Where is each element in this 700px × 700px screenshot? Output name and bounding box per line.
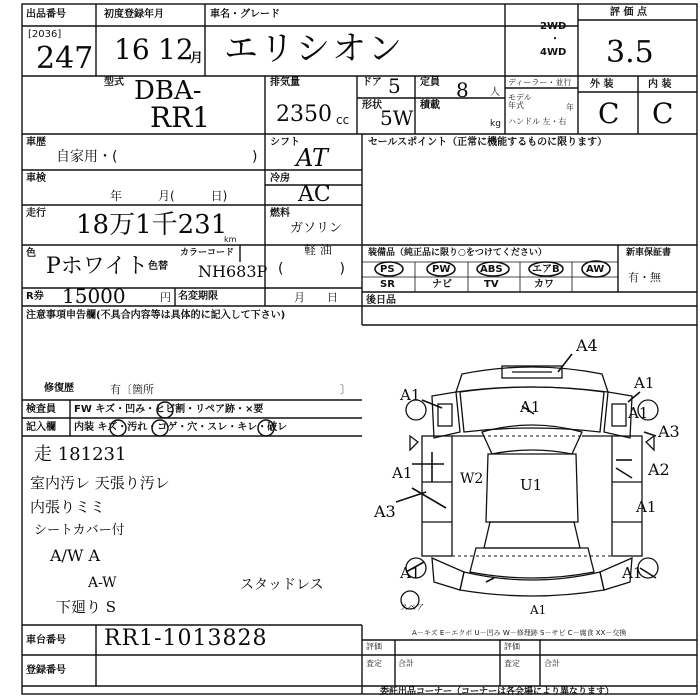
reg-month: 12 (158, 33, 194, 66)
history-close: ) (252, 149, 258, 165)
capacity-label: 定員 (420, 77, 440, 88)
month-unit: 月 (190, 51, 204, 66)
rear-label: 後日品 (366, 295, 396, 306)
grade-label-3: 合計 (398, 659, 414, 668)
interior-label: 内 装 (648, 79, 672, 90)
history-value: 自家用・( (56, 149, 118, 165)
hand-note-aw: A/W A (50, 546, 101, 565)
drive-4wd: 4WD (540, 47, 567, 58)
equip-pw: PW (432, 264, 451, 275)
new-car-value: 有・無 (628, 271, 661, 284)
year-unit: 年 (566, 103, 574, 112)
cc-unit: cc (336, 113, 350, 127)
mark-a3-left: A3 (374, 502, 396, 521)
capacity-unit: 人 (490, 87, 500, 98)
hand-note-studless: スタッドレス (240, 577, 324, 593)
score-label: 評 価 点 (610, 7, 647, 18)
repair-close: 〕 (340, 383, 351, 396)
diagram-caption-spare: スペア (400, 603, 424, 612)
hand-note-seat-cover: シートカバー付 (34, 523, 125, 538)
bottom-note: 委託出品コーナー（コーナーは各会場により異なります） (380, 687, 615, 697)
grade-label-4: 評価 (504, 642, 520, 651)
equipment-title: 装備品（純正品に限り○をつけてください） (368, 248, 547, 258)
equip-abs: ABS (480, 264, 503, 275)
hand-note-aw2: A-W (88, 575, 117, 591)
expiry-date: 月 日 (294, 291, 338, 304)
mileage-value: 18万1千231 (76, 210, 228, 240)
inspection-value: 年 月( 日) (110, 189, 228, 203)
car-name-label: 車名・グレード (210, 9, 280, 20)
mark-a1-rear-bumper: A1 (530, 603, 547, 617)
lot-number: 247 (36, 41, 94, 76)
sales-point-title: セールスポイント（正常に機能するものに限ります） (368, 137, 608, 148)
grade-label-2: 査定 (366, 659, 382, 668)
inspector-row2-items: 内装 キズ・汚れ・コゲ・穴・スレ・キレ・破レ (74, 422, 288, 433)
yen-unit: 円 (160, 291, 171, 304)
fuel-label: 燃料 (270, 208, 290, 219)
hand-note-underbody: 下廻り S (56, 598, 117, 616)
mark-a3-right: A3 (658, 422, 680, 441)
equip-leather: カワ (534, 279, 554, 290)
mark-a1-hood: A1 (520, 398, 541, 416)
inspector-row1-label: 検査員 (26, 404, 56, 415)
chassis-number: RR1-1013828 (104, 626, 268, 651)
reg-no-label: 登録番号 (26, 665, 66, 676)
mark-a1-left-door: A1 (392, 464, 413, 482)
mark-a1-rear-right: A1 (622, 564, 643, 582)
color-value: Pホワイト (46, 254, 149, 279)
ac-value: AC (298, 182, 331, 207)
fuel-diesel: 軽 油 (304, 243, 332, 257)
equip-ps: PS (380, 264, 395, 275)
color-code: NH683P (198, 262, 268, 281)
equip-tv: TV (484, 279, 499, 290)
handle-label: ハンドル 左・右 (508, 117, 567, 126)
lot-label: 出品番号 (26, 9, 66, 20)
model-line1: DBA- (134, 76, 202, 106)
grade-label-6: 合計 (544, 659, 560, 668)
shift-value: AT (296, 144, 329, 172)
kg-unit: kg (490, 119, 501, 129)
doors-value: 5 (388, 74, 401, 98)
score-value: 3.5 (606, 35, 654, 70)
interior-grade: C (652, 97, 674, 130)
fuel-gas: ガソリン (290, 221, 343, 236)
doors-label: ドア (362, 77, 382, 88)
mark-u1-roof: U1 (520, 476, 543, 494)
history-label: 車歴 (26, 137, 46, 148)
hand-note-mileage: 走 181231 (34, 444, 127, 465)
dealer-label: ディーラー・並行 (508, 78, 572, 87)
mileage-label: 走行 (26, 208, 46, 219)
chassis-label: 車台番号 (26, 635, 66, 646)
color-code-label: カラーコード (180, 248, 235, 258)
displacement-label: 排気量 (270, 77, 300, 88)
reg-year: 16 (114, 33, 150, 66)
ac-label: 冷房 (270, 173, 290, 184)
mark-a1-right-fender: A1 (628, 404, 649, 422)
mark-a4: A4 (576, 336, 598, 355)
shape-value: 5W (380, 106, 414, 130)
shift-label: シフト (270, 137, 300, 148)
load-label: 積載 (420, 100, 440, 111)
mark-a1-front-left: A1 (400, 386, 421, 404)
displacement: 2350 (276, 102, 332, 127)
drive-dot: ・ (550, 34, 560, 45)
drive-2wd: 2WD (540, 21, 567, 32)
recycle-amount: 15000 (62, 284, 126, 308)
hand-note-trim: 内張りミミ (30, 498, 106, 516)
color-label: 色 (26, 248, 36, 259)
recycle-label: R券 (26, 291, 44, 302)
new-car-label: 新車保証書 (626, 248, 672, 258)
exterior-label: 外 装 (590, 79, 614, 90)
mark-a1-rear-left: A1 (400, 564, 421, 582)
model-year-label: モデル年式 (508, 93, 532, 110)
first-reg-label: 初度登録年月 (104, 9, 164, 20)
exterior-grade: C (598, 97, 620, 130)
capacity-value: 8 (456, 78, 469, 102)
notes-title: 注意事項申告欄(不具合内容等は具体的に記入して下さい) (26, 310, 286, 321)
hand-note-interior: 室内汚レ 天張り汚レ (30, 474, 170, 492)
equip-navi: ナビ (432, 279, 452, 290)
inspection-label: 車検 (26, 173, 46, 184)
inspector-row2-label: 記入欄 (26, 422, 56, 433)
repair-value: 有〔箇所 (110, 383, 154, 396)
equip-sr: SR (380, 279, 395, 290)
mark-a1-right-rear: A1 (636, 498, 657, 516)
mark-a2-right: A2 (648, 460, 670, 479)
equip-airbag: エアB (532, 264, 560, 275)
car-name: エリシオン (224, 29, 404, 69)
mark-a1-front-right: A1 (634, 374, 655, 392)
km-unit: km (224, 235, 237, 244)
damage-legend: A－キズ E－エクボ U－凹み W－修理跡 S－サビ C－腐食 XX－交換 (412, 629, 627, 637)
mark-w2: W2 (460, 471, 484, 487)
color-change-label: 色替 (148, 261, 168, 272)
shape-label: 形状 (362, 100, 382, 111)
expiry-label: 名変期限 (178, 291, 218, 302)
grade-label-1: 評価 (366, 642, 382, 651)
repair-label: 修復歴 (44, 383, 74, 394)
equip-aw: AW (586, 264, 605, 275)
fuel-paren: ( ) (278, 261, 345, 277)
model-label: 型式 (104, 77, 124, 88)
inspector-row1-items: FW キズ・凹み・ヒビ割・リペア跡・×要 (74, 404, 264, 415)
model-line2: RR1 (150, 101, 210, 134)
lot-code: [2036] (28, 29, 62, 40)
grade-label-5: 査定 (504, 659, 520, 668)
